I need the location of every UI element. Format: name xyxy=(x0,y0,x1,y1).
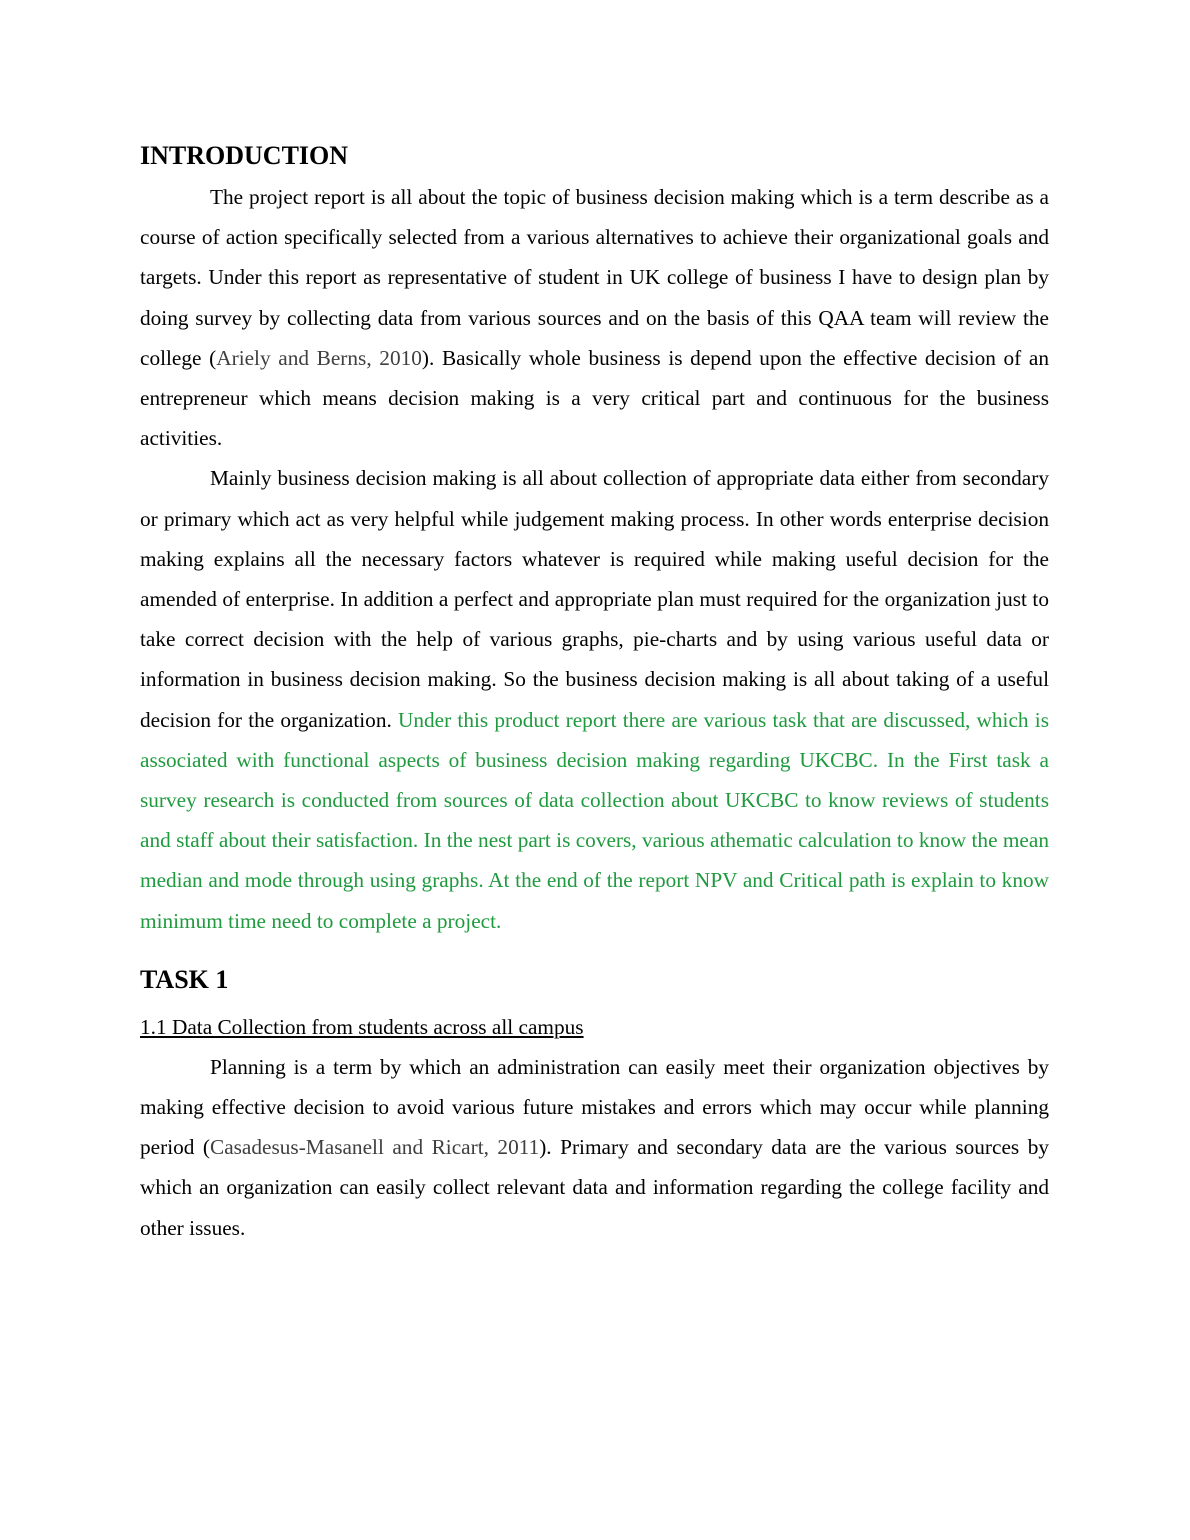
citation-ariely-berns: Ariely and Berns, 2010 xyxy=(216,345,422,370)
intro-p2-text-a: Mainly business decision making is all about collection of appropriate data either from secondary or primary which act as very helpful while judgement making process. In other words enterprise decision making explains all the necessary factors whatever is required while making useful decision for the amended of enterprise. In addition a perfect and appropriate plan must required for the organization just to take correct decision with the help of various graphs, pie-charts and by using various useful data or information in business decision making. So the business decision making is all about taking of a useful decision for the organization. xyxy=(140,466,1049,732)
task-1-1-subheading: 1.1 Data Collection from students across all campus xyxy=(140,1014,584,1039)
task-1-heading: TASK 1 xyxy=(140,964,229,994)
intro-p1-text-a: The project report is all about the topic of business decision making which is a term describe as a course of action specifically selected from a various alternatives to achieve their organizational goals and targets. Under this report as representative of student in UK college of business I have to design plan by doing survey by collecting data from various sources and on the basis of this QAA team will review the college ( xyxy=(140,185,1049,370)
introduction-heading: INTRODUCTION xyxy=(140,141,349,170)
intro-p1-text-b: ). Basically whole business is depend upon the effective decision of an entrepreneur which means decision making is a very critical part and continuous for the business activities. xyxy=(140,345,1049,451)
task1-p1-text-a: Planning is a term by which an administration can easily meet their organization objectives by making effective decision to avoid various future mistakes and errors which may occur while planning period ( xyxy=(140,1054,1049,1160)
introduction-paragraph-2 xyxy=(140,458,1049,940)
task-1-paragraph-1 xyxy=(140,1047,1049,1248)
citation-casadesus-ricart: Casadesus-Masanell and Ricart, 2011 xyxy=(209,1135,540,1160)
intro-p2-green-text: Under this product report there are various task that are discussed, which is associated with functional aspects of business decision making regarding UKCBC. In the First task a survey research is conducted from sources of data collection about UKCBC to know reviews of students and staff about their satisfaction. In the nest part is covers, various athematic calculation to know the mean median and mode through using graphs. At the end of the report NPV and Critical path is explain to know minimum time need to complete a project. xyxy=(140,707,1049,933)
document-page xyxy=(140,137,1049,1248)
task1-p1-text-b: ). Primary and secondary data are the various sources by which an organization can easily collect relevant data and information regarding the college facility and other issues. xyxy=(140,1135,1049,1240)
introduction-paragraph-1 xyxy=(140,177,1049,458)
